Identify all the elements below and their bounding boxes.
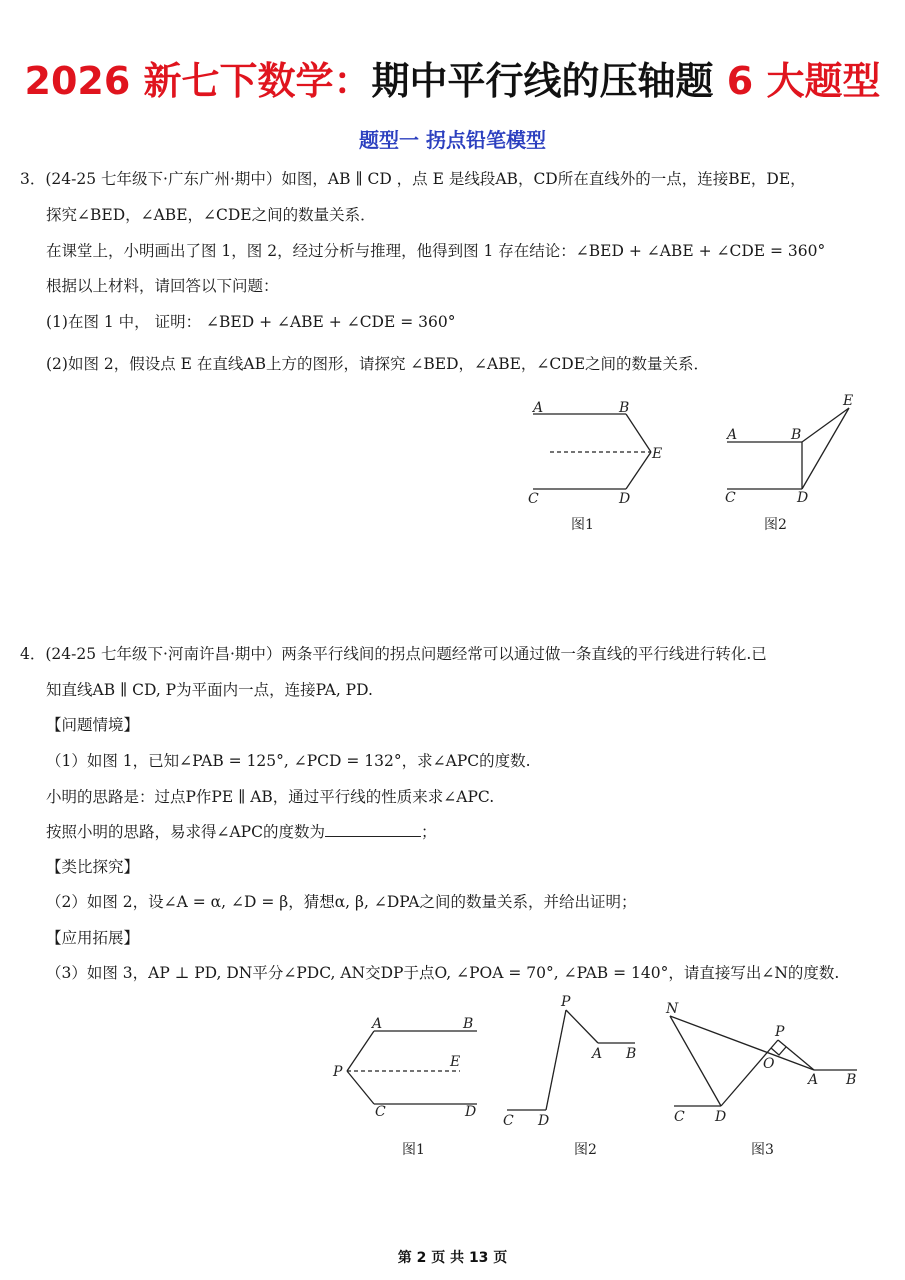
q4f3-label-b: B bbox=[846, 1072, 857, 1088]
q4f3-line-dp bbox=[721, 1040, 778, 1106]
q4f1-label-d: D bbox=[465, 1104, 477, 1120]
q4f3-caption: 图3 bbox=[751, 1142, 774, 1158]
q4f2-label-d: D bbox=[538, 1113, 550, 1129]
q4f3-label-o: O bbox=[763, 1056, 775, 1072]
q3f2-label-c: C bbox=[725, 490, 736, 506]
q4f2-caption: 图2 bbox=[574, 1142, 597, 1158]
q3f1-label-b: B bbox=[619, 400, 630, 416]
title-red-prefix: 2026 新七下数学： bbox=[24, 59, 372, 103]
q3f1-label-a: A bbox=[533, 400, 544, 416]
q3f1-line-ed bbox=[626, 452, 651, 489]
q3-line2: 探究∠BED，∠ABE，∠CDE之间的数量关系． bbox=[46, 206, 376, 224]
q4-line1: 4．(24-25 七年级下·河南许昌·期中）两条平行线间的拐点问题经常可以通过做一条直线的平行线进行转化.已 bbox=[20, 645, 767, 663]
q4f2-label-a: A bbox=[592, 1046, 603, 1062]
q4-line5: 小明的思路是：过点P作PE ∥ AB，通过平行线的性质来求∠APC. bbox=[46, 788, 495, 806]
q3f1-label-c: C bbox=[528, 491, 539, 507]
q4-line4: （1）如图 1，已知∠PAB = 125°, ∠PCD = 132°，求∠APC的度数. bbox=[46, 752, 531, 770]
q3-line3: 在课堂上，小明画出了图 1，图 2，经过分析与推理，他得到图 1 存在结论：∠BED + ∠ABE + ∠CDE = 360° bbox=[46, 242, 826, 260]
section-title: 题型一 拐点铅笔模型 bbox=[359, 128, 546, 152]
q4-line2: 知直线AB ∥ CD, P为平面内一点，连接PA, PD. bbox=[46, 681, 373, 699]
q3-line1: 3．(24-25 七年级下·广东广州·期中）如图，AB ∥ CD ，点 E 是线段AB，CD所在直线外的一点，连接BE，DE， bbox=[20, 170, 806, 188]
q4-line6-end: ； bbox=[420, 823, 437, 841]
title-red-suffix: 6 大题型 bbox=[726, 59, 881, 103]
q4f2-line-dp bbox=[546, 1010, 566, 1110]
q3f2-line-ed bbox=[802, 408, 849, 489]
q4f1-label-e: E bbox=[450, 1054, 461, 1070]
q4f3-label-a: A bbox=[808, 1072, 819, 1088]
q4f1-label-b: B bbox=[463, 1016, 474, 1032]
q4f1-line-pa bbox=[347, 1031, 374, 1071]
q3-line6: (2)如图 2，假设点 E 在直线AB上方的图形，请探究 ∠BED，∠ABE，∠CDE之间的数量关系． bbox=[46, 355, 710, 373]
q4f3-line-nd bbox=[670, 1016, 721, 1106]
q4f3-right-angle-mark bbox=[771, 1047, 786, 1055]
q3f2-label-b: B bbox=[791, 427, 802, 443]
page-title bbox=[0, 50, 905, 105]
q3-line4: 根据以上材料，请回答以下问题： bbox=[46, 277, 279, 295]
q4f1-caption: 图1 bbox=[402, 1142, 425, 1158]
q3f1-line-be bbox=[626, 414, 651, 452]
q4f3-label-c: C bbox=[674, 1109, 685, 1125]
q4f2-label-b: B bbox=[626, 1046, 637, 1062]
q3f1-label-d: D bbox=[619, 491, 631, 507]
q3f1-caption: 图1 bbox=[571, 517, 594, 533]
q4-line8: （2）如图 2，设∠A = α, ∠D = β，猜想α, β, ∠DPA之间的数量关系，并给出证明； bbox=[46, 893, 637, 911]
q3f2-label-e: E bbox=[843, 393, 854, 409]
page-footer: 第 2 页 共 13 页 bbox=[397, 1250, 508, 1266]
q4f2-label-c: C bbox=[503, 1113, 514, 1129]
q4f2-line-pa bbox=[566, 1010, 598, 1043]
q4-line3: 【问题情境】 bbox=[46, 716, 140, 734]
answer-blank bbox=[325, 822, 421, 837]
q4f3-line-na bbox=[670, 1016, 814, 1070]
q4-line6-text: 按照小明的思路，易求得∠APC的度数为 bbox=[46, 823, 325, 841]
q4f1-label-p: P bbox=[333, 1064, 343, 1080]
q3f2-label-a: A bbox=[727, 427, 738, 443]
q4-line10: （3）如图 3，AP ⊥ PD, DN平分∠PDC, AN交DP于点O, ∠POA = 70°, ∠PAB = 140°，请直接写出∠N的度数. bbox=[46, 964, 840, 982]
q4f3-label-p: P bbox=[775, 1024, 785, 1040]
q4f1-label-c: C bbox=[375, 1104, 386, 1120]
q4-line7: 【类比探究】 bbox=[46, 858, 140, 876]
q4-line9: 【应用拓展】 bbox=[46, 929, 140, 947]
q4f2-label-p: P bbox=[561, 994, 571, 1010]
title-black-part: 期中平行线的压轴题 bbox=[371, 59, 727, 103]
q4-line6 bbox=[46, 821, 437, 843]
q4f1-label-a: A bbox=[372, 1016, 383, 1032]
q3f2-line-be bbox=[802, 408, 849, 442]
q3-line5: (1)在图 1 中， 证明： ∠BED + ∠ABE + ∠CDE = 360° bbox=[46, 313, 456, 331]
q3f2-label-d: D bbox=[797, 490, 809, 506]
q3f1-label-e: E bbox=[652, 446, 663, 462]
q4f3-label-d: D bbox=[715, 1109, 727, 1125]
q4f3-line-pa bbox=[778, 1040, 814, 1070]
q4f1-line-pc bbox=[347, 1071, 374, 1104]
q3f2-caption: 图2 bbox=[764, 517, 787, 533]
q4f3-label-n: N bbox=[666, 1001, 679, 1017]
